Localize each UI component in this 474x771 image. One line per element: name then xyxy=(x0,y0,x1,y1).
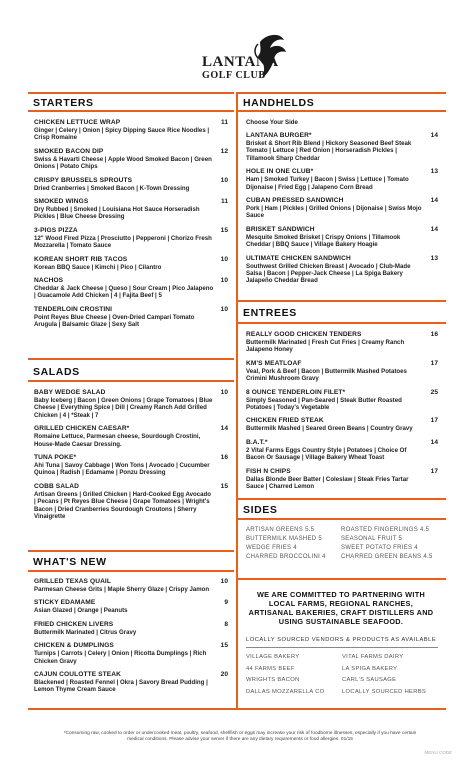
sides-rule xyxy=(238,498,446,500)
menu-item xyxy=(34,227,228,250)
vendor-row xyxy=(246,654,446,666)
vendor-item: LOCALLY SOURCED HERBS xyxy=(342,688,427,695)
menu-item xyxy=(246,197,438,220)
item-price: 11 xyxy=(221,198,228,206)
entrees-rule xyxy=(238,300,446,302)
item-name: FISH N CHIPS xyxy=(246,467,291,475)
item-description: Artisan Greens | Grilled Chicken | Hard-Cooked Egg Avocado | Pecans | Pt Reyes Blue Cheese | Grape Tomatoes | Wright's Bacon | Dried Cranberries Sourdough Croutons | Sherry Vinaigrette xyxy=(34,490,212,521)
starters-list xyxy=(34,119,228,335)
menu-item xyxy=(246,226,438,249)
item-price: 20 xyxy=(220,671,228,679)
local-vendors-rule xyxy=(246,647,438,648)
item-description: Ginger | Celery | Onion | Spicy Dipping Sauce Rice Noodles | Crisp Romaine xyxy=(34,127,210,142)
menu-item xyxy=(34,148,228,171)
menu-item xyxy=(246,360,438,383)
item-description: Ahi Tuna | Savoy Cabbage | Won Tons | Avocado | Cucumber Quinoa | Radish | Edamame | Ponzu Dressing xyxy=(34,462,210,477)
item-description: Buttermilk Marinated | Fresh Cut Fries | Creamy Ranch Jalapeno Honey xyxy=(246,339,405,354)
side-item: CHARRED GREEN BEANS 4.5 xyxy=(341,554,433,560)
sides-row xyxy=(246,527,436,536)
item-name: TENDERLOIN CROSTINI xyxy=(34,305,113,313)
entrees-title: ENTREES xyxy=(243,307,297,319)
item-name: KM'S MEATLOAF xyxy=(246,359,302,367)
item-description: Mesquite Smoked Brisket | Crispy Onions | Tillamook Cheddar | BBQ Sauce | Village Bakery Hoagie xyxy=(246,233,401,249)
item-price: 9 xyxy=(224,599,228,607)
menu-item xyxy=(246,389,438,412)
vendor-item: 44 FARMS BEEF xyxy=(246,665,295,672)
item-name: CUBAN PRESSED SANDWICH xyxy=(246,197,344,205)
item-price: 17 xyxy=(430,467,438,475)
sides-row xyxy=(246,545,436,554)
item-name: 8 OUNCE TENDERLOIN FILET* xyxy=(246,388,346,396)
salads-title: SALADS xyxy=(33,366,80,378)
menu-item xyxy=(34,483,228,521)
vendor-row xyxy=(246,666,446,678)
menu-item xyxy=(34,277,228,300)
item-name: SMOKED BACON DIP xyxy=(34,147,104,155)
item-description: Simply Seasoned | Pan-Seared | Steak Butter Roasted Potatoes | Today's Vegetable xyxy=(246,396,402,412)
item-price: 14 xyxy=(220,425,228,433)
side-item: ROASTED FINGERLINGS 4.5 xyxy=(341,527,430,533)
menu-item xyxy=(246,255,438,285)
brand-subname: GOLF CLUB xyxy=(202,70,266,81)
side-item: SWEET POTATO FRIES 4 xyxy=(341,545,418,551)
item-name: FRIED CHICKEN LIVERS xyxy=(34,620,114,628)
starters-rule xyxy=(28,92,234,94)
item-name: ULTIMATE CHICKEN SANDWICH xyxy=(246,254,351,262)
side-item: CHARRED BROCCOLINI 4 xyxy=(246,554,326,560)
item-price: 12 xyxy=(220,147,228,155)
item-name: CHICKEN & DUMPLINGS xyxy=(34,642,114,650)
menu-item xyxy=(34,306,228,329)
item-price: 17 xyxy=(430,359,438,367)
item-price: 16 xyxy=(430,331,438,338)
item-name: COBB SALAD xyxy=(34,482,79,490)
whats-new-list xyxy=(34,578,228,700)
item-name: 3-PIGS PIZZA xyxy=(34,226,78,234)
item-price: 13 xyxy=(430,168,438,176)
item-description: 12" Wood Fired Pizza | Prosciutto | Pepperoni | Chorizo Fresh Mozzarella | Tomato Sauce xyxy=(34,234,212,250)
item-name: HOLE IN ONE CLUB* xyxy=(246,168,314,176)
menu-item xyxy=(246,168,438,191)
item-description: Turnips | Carrots | Celery | Onion | Ricotta Dumplings | Rich Chicken Gravy xyxy=(34,650,207,665)
item-price: 16 xyxy=(220,454,228,462)
brand-name: LANTANA xyxy=(202,54,279,70)
vendor-row xyxy=(246,677,446,689)
sides-row xyxy=(246,536,436,545)
commitment-rule xyxy=(238,578,446,580)
item-price: 8 xyxy=(224,620,228,628)
item-name: CHICKEN FRIED STEAK xyxy=(246,417,324,425)
vendor-item: DALLAS MOZZARELLA CO xyxy=(246,688,325,695)
menu-item xyxy=(34,177,228,192)
item-name: LANTANA BURGER* xyxy=(246,132,312,139)
menu-item xyxy=(246,331,438,354)
item-name: NACHOS xyxy=(34,277,64,285)
item-description: Romaine Lettuce, Parmesan cheese, Sourdough Crostini, House-Made Caesar Dressing. xyxy=(34,433,201,448)
item-price: 15 xyxy=(220,642,228,650)
menu-item xyxy=(246,468,438,491)
item-price: 10 xyxy=(220,389,228,396)
menu-item xyxy=(34,621,228,636)
menu-item xyxy=(34,389,228,419)
item-name: CRISPY BRUSSELS SPROUTS xyxy=(34,176,133,184)
menu-item xyxy=(246,132,438,162)
handhelds-title: HANDHELDS xyxy=(243,97,315,109)
item-description: Parmesan Cheese Grits | Maple Sherry Glaze | Crispy Jamon xyxy=(34,586,210,593)
handhelds-list xyxy=(246,132,438,291)
item-price: 15 xyxy=(220,482,228,490)
brand-logo xyxy=(188,34,298,86)
item-price: 17 xyxy=(430,417,438,425)
side-item: ARTISAN GREENS 5.5 xyxy=(246,527,315,533)
item-name: CHICKEN LETTUCE WRAP xyxy=(34,119,121,126)
item-price: 15 xyxy=(220,226,228,234)
menu-item xyxy=(34,578,228,593)
sides-row xyxy=(246,554,436,563)
item-description: Brisket & Short Rib Blend | Hickory Seasoned Beef Steak Tomato | Lettuce | Red Onion | Horseradish Pickles | Tillamook Sharp Cheddar xyxy=(246,140,412,162)
item-price: 13 xyxy=(430,254,438,262)
item-description: Dried Cranberries | Smoked Bacon | K-Town Dressing xyxy=(34,184,190,192)
menu-item xyxy=(246,439,438,462)
sides-title: SIDES xyxy=(243,504,278,516)
item-price: 11 xyxy=(221,119,228,126)
item-name: BABY WEDGE SALAD xyxy=(34,389,106,396)
commitment-statement: WE ARE COMMITTED TO PARTNERING WITH LOCAL FARMS, REGIONAL RANCHES, ARTISANAL BAKERIES, CRAFT DISTILLERS AND USING SUSTAINABLE SEAFOOD. xyxy=(248,590,434,626)
local-vendors-list xyxy=(246,654,446,700)
item-description: Ham | Smoked Turkey | Bacon | Swiss | Lettuce | Tomato Dijonaise | Fried Egg | Jalapeno Corn Bread xyxy=(246,176,409,191)
handhelds-rule xyxy=(238,92,446,94)
item-price: 14 xyxy=(430,197,438,205)
item-name: B.A.T.* xyxy=(246,438,268,446)
consumption-disclaimer: *Consuming raw, cooked to order or undercooked meat, poultry, seafood, shellfish or eggs may increase your risk of foodborne illnesses, especially if you have certain medical conditions. Please advise your server if there are any dietary requirements or food allergies. 01/15 xyxy=(63,731,417,742)
item-price: 10 xyxy=(220,277,228,285)
item-price: 10 xyxy=(220,305,228,313)
starters-underline xyxy=(28,110,234,112)
item-description: Dallas Blonde Beer Batter | Coleslaw | Steak Fries Tartar Sauce | Charred Lemon xyxy=(246,475,409,491)
menu-item xyxy=(34,671,228,694)
item-name: STICKY EDAMAME xyxy=(34,599,96,607)
vendor-item: VITAL FARMS DAIRY xyxy=(342,654,404,660)
item-price: 10 xyxy=(220,255,228,263)
item-description: Cheddar & Jack Cheese | Queso | Sour Cream | Pico Jalapeno | Guacamole Add Chicken | 4 | Fajita Beef | 5 xyxy=(34,285,214,300)
item-name: BRISKET SANDWICH xyxy=(246,225,315,233)
item-description: Asian Glazed | Orange | Peanuts xyxy=(34,607,128,615)
menu-item xyxy=(34,599,228,614)
item-price: 25 xyxy=(430,388,438,396)
item-description: 2 Vital Farms Eggs Country Style | Potatoes | Choice Of Bacon Or Sausage | Village Bakery Wheat Toast xyxy=(246,446,407,462)
item-price: 10 xyxy=(220,578,228,585)
whats-new-title: WHAT'S NEW xyxy=(33,556,107,568)
item-price: 14 xyxy=(430,438,438,446)
side-item: WEDGE FRIES 4 xyxy=(246,545,297,551)
item-name: REALLY GOOD CHICKEN TENDERS xyxy=(246,331,362,338)
item-description: Veal, Pork & Beef | Bacon | Buttermilk Mashed Potatoes Crimini Mushroom Gravy xyxy=(246,367,407,383)
entrees-underline xyxy=(238,322,446,324)
whats-new-underline xyxy=(28,570,234,572)
item-name: CAJUN COULOTTE STEAK xyxy=(34,671,121,679)
salads-rule xyxy=(28,358,234,360)
entrees-list xyxy=(246,331,438,496)
vendor-row xyxy=(246,689,446,701)
side-item: SEASONAL FRUIT 5 xyxy=(341,536,403,542)
item-price: 14 xyxy=(430,132,438,139)
menu-item xyxy=(34,425,228,448)
item-description: Baby Iceberg | Bacon | Green Onions | Grape Tomatoes | Blue Cheese | Everything Spice | Dill | Creamy Ranch Add Grilled Chicken | 4 | *Steak | 7 xyxy=(34,397,213,419)
vendor-item: VILLAGE BAKERY xyxy=(246,654,300,660)
starters-title: STARTERS xyxy=(33,97,94,109)
item-name: SMOKED WINGS xyxy=(34,198,89,206)
item-name: TUNA POKE* xyxy=(34,454,77,462)
vendor-item: CARL'S SAUSAGE xyxy=(342,677,397,683)
menu-item xyxy=(34,642,228,665)
menu-code: MENU CODE xyxy=(424,750,452,755)
item-description: Blackened | Roasted Fennel | Okra | Savory Bread Pudding | Lemon Thyme Cream Sauce xyxy=(34,679,208,694)
salads-list xyxy=(34,389,228,526)
item-description: Dry Rubbed | Smoked | Louisiana Hot Sauce Horseradish Pickles | Blue Cheese Dressing xyxy=(34,206,200,221)
choose-side-note: Choose Your Side xyxy=(246,119,298,126)
item-name: GRILLED CHICKEN CAESAR* xyxy=(34,425,130,433)
item-price: 14 xyxy=(430,225,438,233)
sides-underline xyxy=(238,518,446,520)
whats-new-rule xyxy=(28,550,234,552)
item-name: KOREAN SHORT RIB TACOS xyxy=(34,255,128,263)
item-description: Southwest Grilled Chicken Breast | Avocado | Club-Made Salsa | Bacon | Pepper-Jack Cheese | La Spiga Bakery Jalapeño Cheddar Bread xyxy=(246,262,411,285)
item-description: Buttermilk Mashed | Seared Green Beans | Country Gravy xyxy=(246,425,413,433)
salads-underline xyxy=(28,380,234,382)
vendor-item: LA SPIGA BAKERY xyxy=(342,665,398,672)
menu-item xyxy=(34,198,228,221)
item-description: Point Reyes Blue Cheese | Oven-Dried Campari Tomato Arugula | Balsamic Glaze | Sexy Salt xyxy=(34,313,195,329)
handhelds-underline xyxy=(238,110,446,112)
sides-list xyxy=(246,527,436,563)
item-description: Korean BBQ Sauce | Kimchi | Pico | Cilantro xyxy=(34,263,162,271)
side-item: BUTTERMILK MASHED 5 xyxy=(246,536,323,542)
menu-item xyxy=(34,119,228,142)
vendor-item: WRIGHTS BACON xyxy=(246,677,300,683)
local-vendors-heading: LOCALLY SOURCED VENDORS & PRODUCTS AS AVAILABLE xyxy=(246,637,437,643)
item-description: Swiss & Havarti Cheese | Apple Wood Smoked Bacon | Green Onions | Potato Chips xyxy=(34,155,212,171)
item-description: Pork | Ham | Pickles | Grilled Onions | Dijonaise | Swiss Mojo Sauce xyxy=(246,205,422,220)
menu-item xyxy=(246,417,438,432)
bottom-rule xyxy=(28,708,446,710)
item-price: 10 xyxy=(220,176,228,184)
menu-item xyxy=(34,454,228,477)
menu-item xyxy=(34,256,228,271)
column-divider xyxy=(236,92,238,708)
item-name: GRILLED TEXAS QUAIL xyxy=(34,578,111,585)
item-description: Buttermilk Marinated | Citrus Gravy xyxy=(34,628,137,636)
